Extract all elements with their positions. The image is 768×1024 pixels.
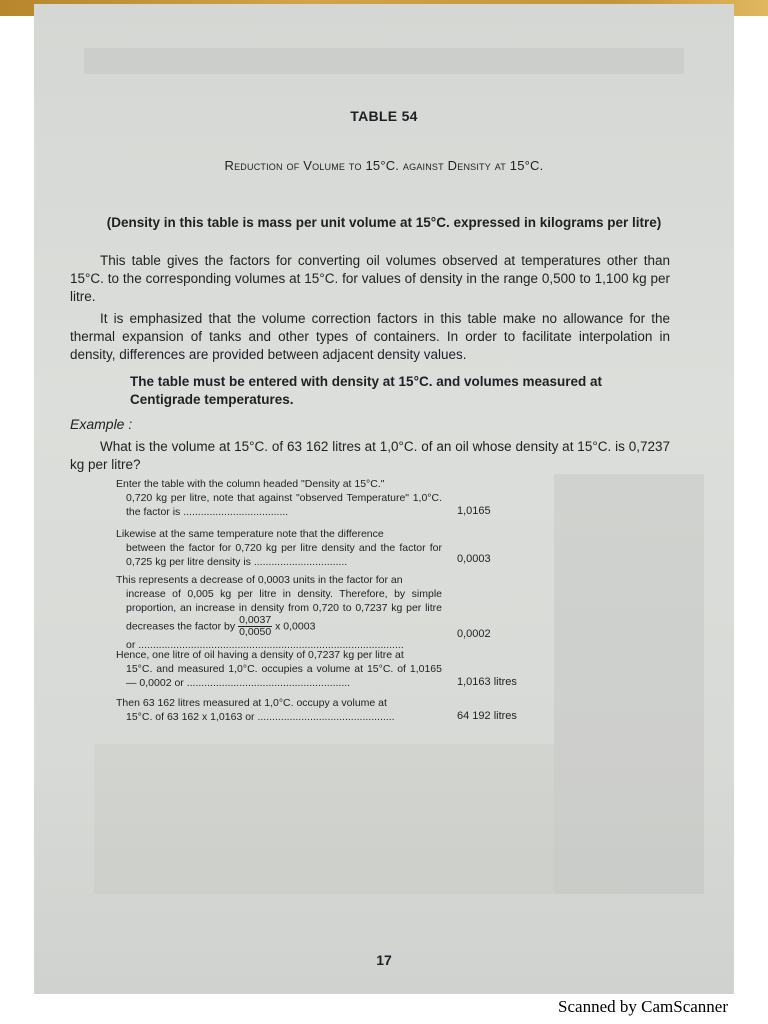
step-3-or: or ........................................................................................... — [126, 639, 404, 651]
step-4-value: 1,0163 litres — [457, 676, 517, 688]
example-step-3 — [116, 573, 442, 652]
example-step-4 — [116, 648, 442, 690]
example-step-1 — [116, 477, 442, 519]
step-3-multiplier: x 0,0003 — [275, 620, 316, 633]
step-2-value: 0,0003 — [457, 553, 491, 565]
step-5-value: 64 192 litres — [457, 710, 517, 722]
allowance-paragraph: It is emphasized that the volume correction factors in this table make no allowance for the thermal expansion of tanks and other types of containers. In order to facilitate interpolation in density, differences are provided between adjacent density values. — [70, 311, 670, 362]
fraction-denominator: 0,0050 — [239, 626, 272, 638]
intro-paragraph: This table gives the factors for converting oil volumes observed at temperatures other than 15°C. to the corresponding volumes at 15°C. for values of density in the range 0,500 to 1,100 kg per litre. — [70, 253, 670, 304]
step-4-lead: Hence, one litre of oil having a density of 0,7237 kg per litre at — [116, 649, 404, 661]
example-step-2 — [116, 527, 442, 569]
step-2-lead: Likewise at the same temperature note that the difference — [116, 528, 384, 540]
step-3-lead: This represents a decrease of 0,0003 units in the factor for an — [116, 574, 403, 586]
step-2-rest: between the factor for 0,720 kg per litre density and the factor for 0,725 kg per litre density is ................................ — [126, 542, 442, 568]
step-1-lead: Enter the table with the column headed "Density at 15°C." — [116, 478, 385, 490]
step-5-rest: 15°C. of 63 162 x 1,0163 or ............................................... — [126, 711, 395, 723]
show-through-table-lower — [94, 744, 554, 894]
step-1-rest: 0,720 kg per litre, note that against "observed Temperature" 1,0°C. the factor is .................................... — [126, 492, 442, 518]
example-label: Example : — [70, 416, 133, 432]
entry-rule: The table must be entered with density at 15°C. and volumes measured at Centigrade temperatures. — [130, 374, 603, 407]
show-through-header — [84, 48, 684, 74]
step-1-value: 1,0165 — [457, 505, 491, 517]
page-number: 17 — [376, 952, 392, 968]
step-4-rest: 15°C. and measured 1,0°C. occupies a volume at 15°C. of 1,0165 — 0,0002 or ........................................................ — [126, 663, 442, 689]
step-3-rest: increase of 0,005 kg per litre in density. Therefore, by simple proportion, an increase in density from 0,720 to 0,7237 kg per litre decreases the factor by — [126, 588, 442, 633]
step-3-fraction — [238, 615, 272, 638]
density-note: (Density in this table is mass per unit volume at 15°C. expressed in kilograms per litre) — [106, 215, 662, 230]
step-3-value: 0,0002 — [457, 628, 491, 640]
scanned-page — [34, 4, 734, 994]
show-through-table — [554, 474, 704, 894]
step-3-body — [116, 587, 442, 652]
fraction-numerator: 0,0037 — [239, 614, 272, 626]
table-subtitle: Reduction of Volume to 15°C. against Density at 15°C. — [224, 158, 544, 173]
camscanner-watermark: Scanned by CamScanner — [558, 997, 728, 1016]
step-5-lead: Then 63 162 litres measured at 1,0°C. occupy a volume at — [116, 697, 387, 709]
example-step-5 — [116, 696, 442, 724]
table-title: TABLE 54 — [350, 108, 418, 124]
example-question: What is the volume at 15°C. of 63 162 litres at 1,0°C. of an oil whose density at 15°C. is 0,7237 kg per litre? — [70, 439, 670, 472]
